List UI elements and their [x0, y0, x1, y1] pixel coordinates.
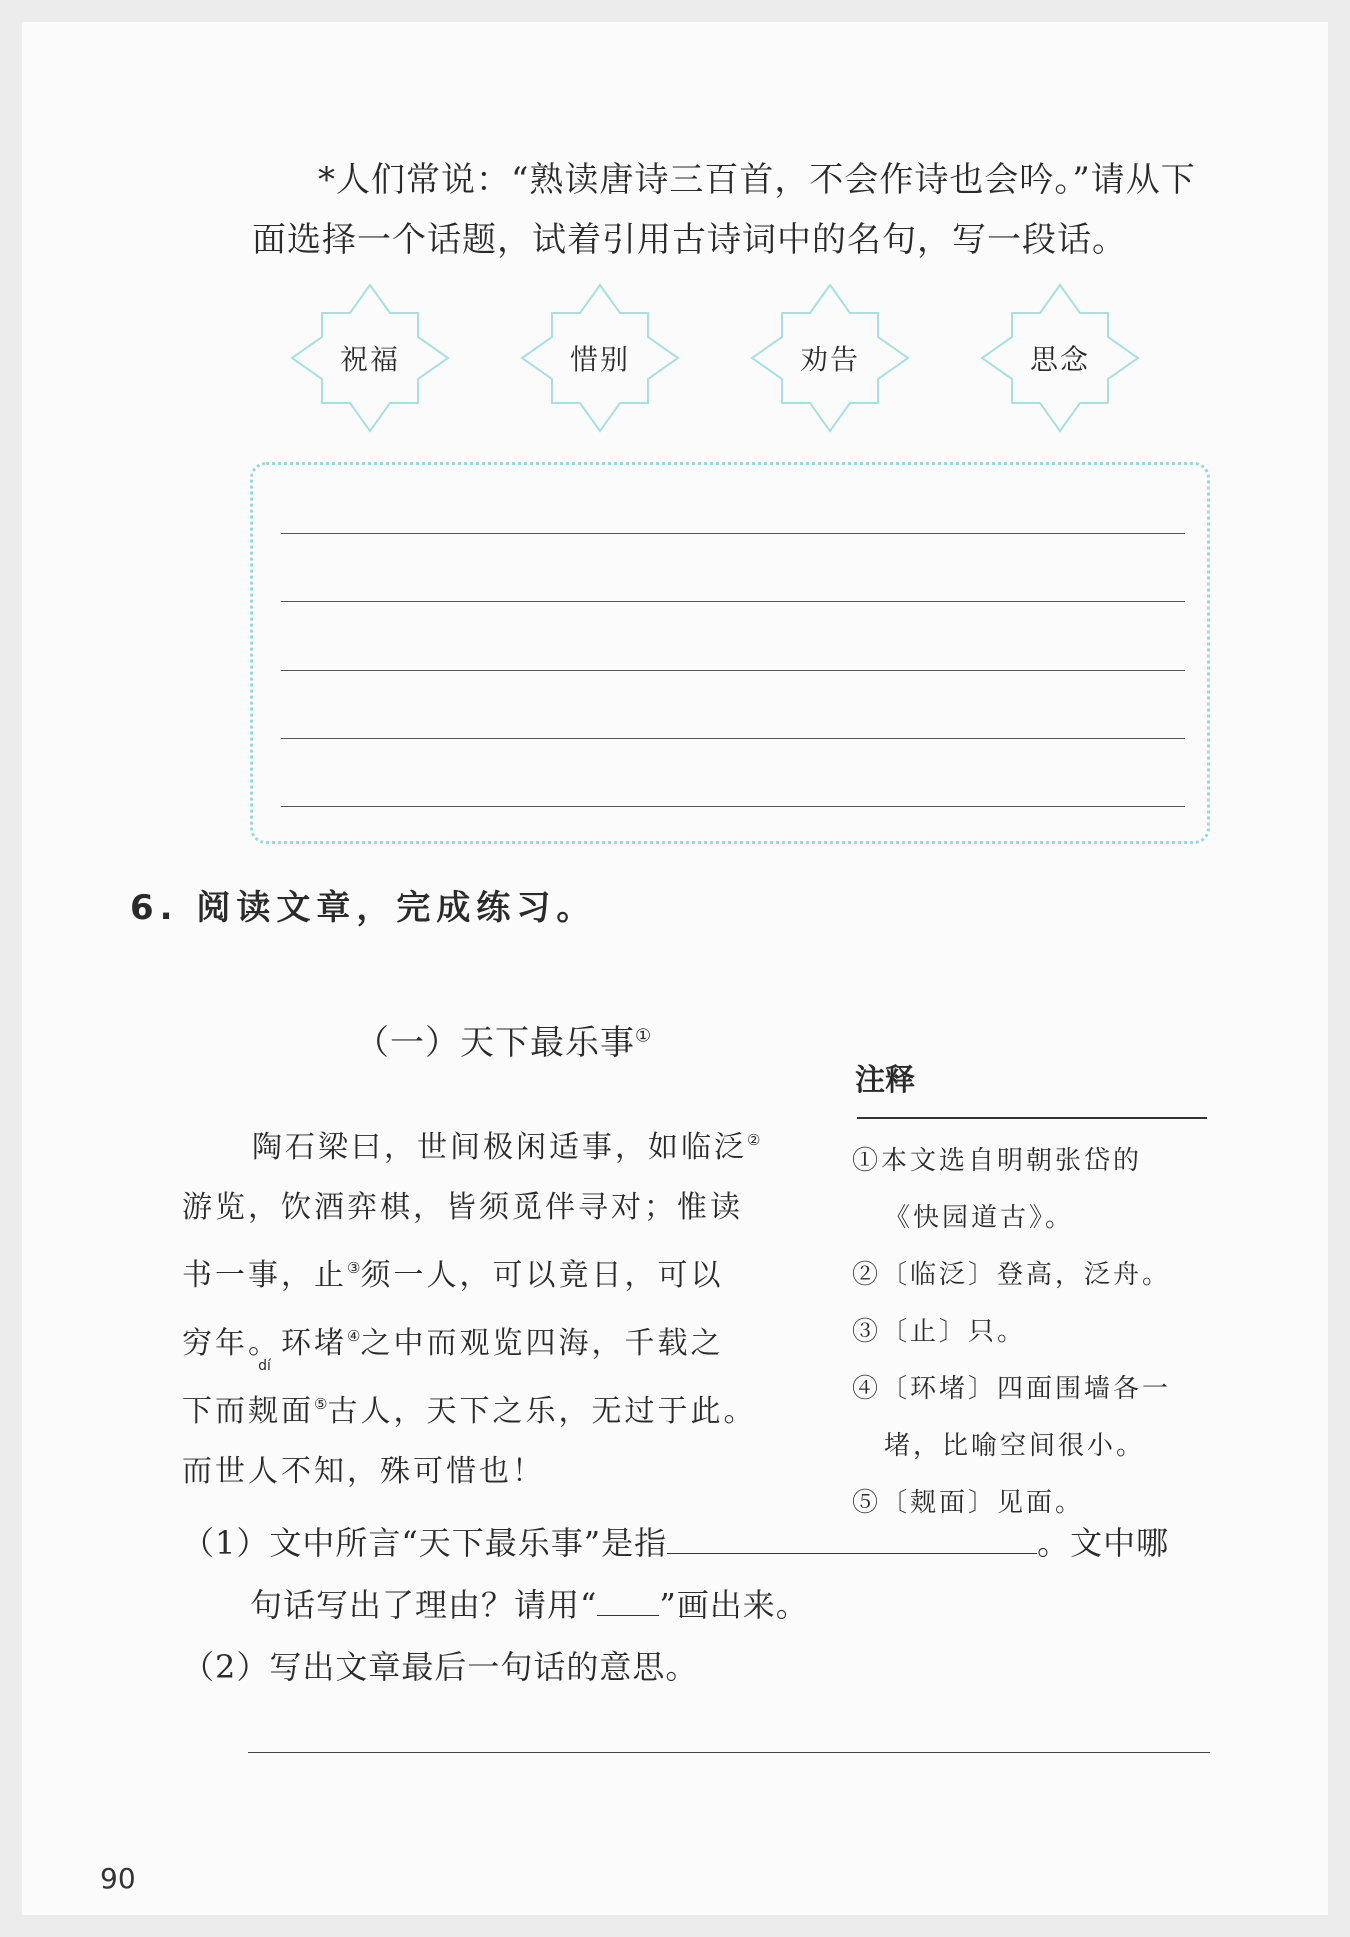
topic-label-1: 祝福	[339, 343, 400, 376]
passage-text-segment: 须一人，可以竟日，可以	[360, 1258, 724, 1293]
passage-title	[355, 1015, 652, 1064]
note-item: ④〔环堵〕四面围墙各一	[852, 1374, 1172, 1404]
passage-text-segment: 古人，天下之乐，无过于此。	[327, 1394, 757, 1429]
passage-text-segment: 书一事，止	[182, 1258, 347, 1293]
subquestion-text: 。文中哪	[1037, 1524, 1170, 1562]
passage-text-segment: 陶石梁曰，世间极闲适事，如临泛	[252, 1130, 747, 1165]
note-item: ⑤〔觌面〕见面。	[852, 1488, 1085, 1518]
writing-line[interactable]	[281, 601, 1185, 602]
writing-line[interactable]	[281, 670, 1185, 671]
footnote-marker: ⑤	[314, 1395, 328, 1413]
pinyin-annotated-char	[248, 1358, 281, 1442]
intro-line-2: 面选择一个话题，试着引用古诗词中的名句，写一段话。	[252, 220, 1127, 260]
subquestion-2: （2）写出文章最后一句话的意思。	[182, 1648, 699, 1686]
notes-divider	[857, 1117, 1207, 1119]
footnote-marker: ②	[747, 1131, 761, 1149]
topic-label-4: 思念	[1029, 343, 1090, 376]
note-item: 堵，比喻空间很小。	[884, 1431, 1146, 1461]
passage-text-segment: 之中而观览四海，千载之	[360, 1326, 724, 1361]
annotated-char: 觌	[248, 1394, 281, 1429]
topic-label-3: 劝告	[799, 343, 860, 376]
note-item: ②〔临泛〕登高，泛舟。	[852, 1260, 1172, 1290]
writing-line[interactable]	[281, 806, 1185, 807]
note-item: ③〔止〕只。	[852, 1317, 1027, 1347]
passage-text-segment: 游览，饮酒弈棋，皆须觅伴寻对；惟读	[182, 1190, 743, 1225]
subquestion-text: ”画出来。	[659, 1586, 809, 1624]
passage-text-segment: 而世人不知，殊可惜也！	[182, 1454, 545, 1489]
footnote-marker: ④	[347, 1327, 361, 1345]
passage-text-segment: 穷年。环堵	[182, 1326, 347, 1361]
subquestion-text: （1）文中所言“天下最乐事”是指	[182, 1524, 668, 1562]
note-item: 《快园道古》。	[884, 1203, 1075, 1233]
topic-star-2[interactable]	[520, 283, 680, 433]
note-item: ①本文选自明朝张岱的	[852, 1146, 1143, 1176]
passage-text-segment: 下而	[182, 1394, 248, 1429]
writing-line[interactable]	[281, 533, 1185, 534]
footnote-marker: ③	[347, 1259, 361, 1277]
notes-list	[852, 1133, 1222, 1532]
passage-title-text: （一）天下最乐事	[355, 1023, 635, 1063]
subquestion-1-cont	[250, 1574, 809, 1636]
topic-options	[290, 283, 1190, 443]
topic-star-4[interactable]	[980, 283, 1140, 433]
topic-label-2: 惜别	[569, 343, 630, 376]
writing-line[interactable]	[281, 738, 1185, 739]
passage-text-segment: 面	[281, 1394, 314, 1429]
answer-blank[interactable]	[667, 1523, 1037, 1554]
notes-title: 注释	[855, 1063, 915, 1098]
pinyin: dí	[258, 1358, 271, 1374]
answer-line[interactable]	[248, 1752, 1210, 1753]
underline-sample	[597, 1585, 659, 1616]
subquestion-text: 句话写出了理由？请用“	[250, 1586, 598, 1624]
footnote-marker: ①	[635, 1025, 653, 1047]
intro-line-1: *人们常说：“熟读唐诗三百首，不会作诗也会吟。”请从下	[318, 160, 1196, 200]
page-number: 90	[100, 1862, 136, 1895]
topic-star-1[interactable]	[290, 283, 450, 433]
writing-box[interactable]	[250, 462, 1210, 844]
topic-star-3[interactable]	[750, 283, 910, 433]
question-title: 6. 阅读文章，完成练习。	[130, 888, 597, 928]
subquestion-1	[182, 1512, 1169, 1574]
passage-text	[182, 1110, 782, 1502]
